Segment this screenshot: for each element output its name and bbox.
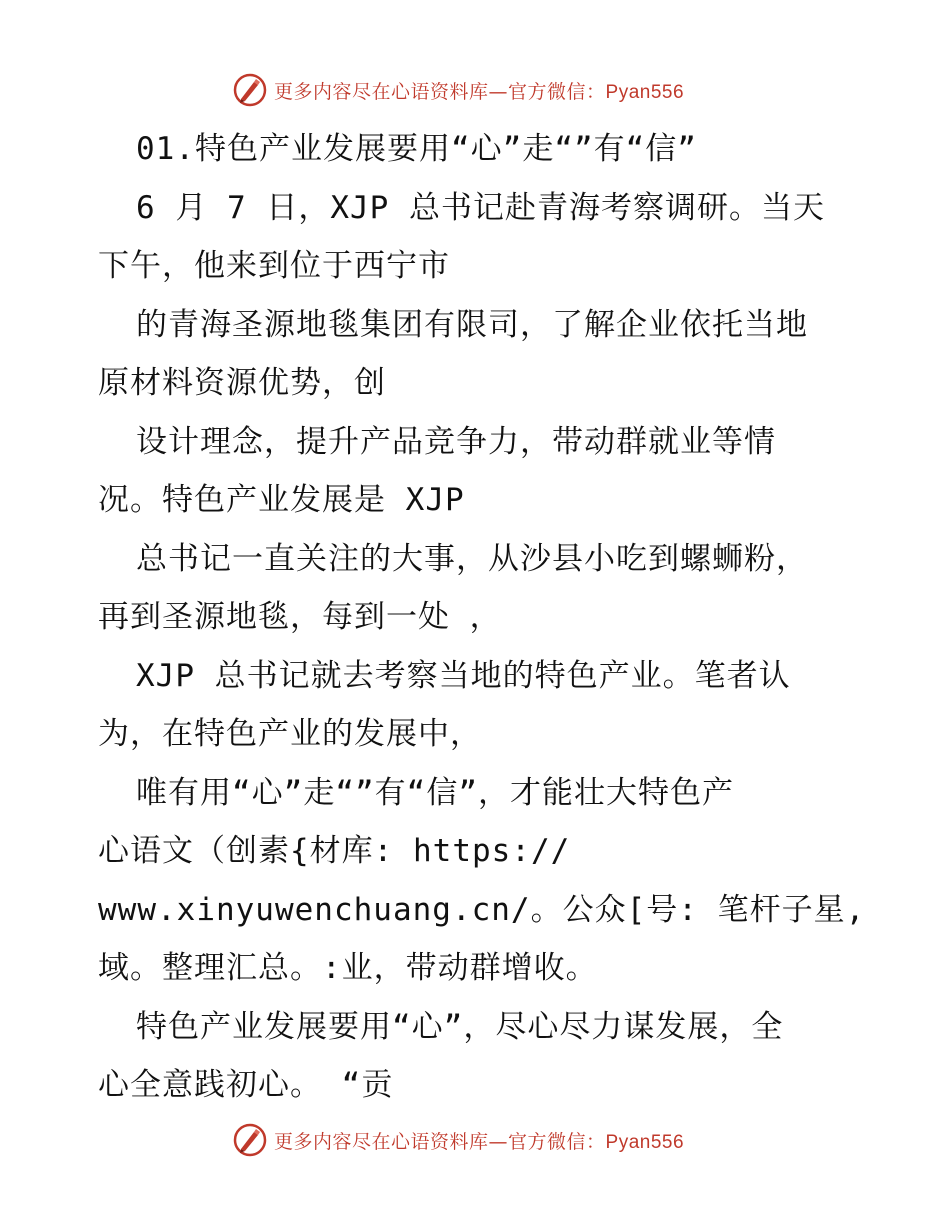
text-line: 原材料资源优势，创: [98, 365, 386, 401]
text-line: www.xinyuwenchuang.cn/。公众[号: 笔杆子星,: [98, 891, 866, 928]
text-line: XJP 总书记就去考察当地的特色产业。笔者认: [136, 657, 791, 694]
header-banner: [232, 70, 684, 110]
banner-text: 更多内容尽在心语资料库—官方微信：Pyan556: [274, 80, 685, 103]
wechat-id: Pyan556: [605, 81, 685, 103]
text-line: 的青海圣源地毯集团有限司，了解企业依托当地: [136, 306, 808, 343]
banner-text: 更多内容尽在心语资料库—官方微信：Pyan556: [274, 1130, 685, 1153]
text-line: 下午，他来到位于西宁市: [98, 248, 450, 284]
text-line: 再到圣源地毯，每到一处 ，: [98, 599, 502, 635]
text-line: 6 月 7 日，XJP 总书记赴青海考察调研。当天: [136, 189, 825, 226]
text-line: 况。特色产业发展是 XJP: [98, 482, 465, 518]
text-line: 唯有用“心”走“”有“信”，才能壮大特色产: [136, 774, 734, 811]
text-line: 域。整理汇总。:业，带动群增收。: [98, 950, 598, 986]
text-line: 心全意践初心。 “贡: [98, 1067, 394, 1103]
text-line: 设计理念，提升产品竞争力，带动群就业等情: [136, 423, 776, 460]
text-line: 为，在特色产业的发展中，: [98, 716, 482, 752]
text-line: 总书记一直关注的大事，从沙县小吃到螺蛳粉，: [136, 540, 808, 577]
pen-logo-icon: [232, 1122, 268, 1158]
text-line: 01.特色产业发展要用“心”走“”有“信”: [136, 131, 697, 167]
text-line: 心语文（创素{材库: https://: [98, 833, 571, 869]
wechat-id: Pyan556: [605, 1131, 685, 1153]
footer-banner: [232, 1120, 684, 1160]
text-line: 特色产业发展要用“心”，尽心尽力谋发展，全: [136, 1008, 784, 1045]
pen-logo-icon: [232, 72, 268, 108]
article-body: [98, 120, 868, 1115]
